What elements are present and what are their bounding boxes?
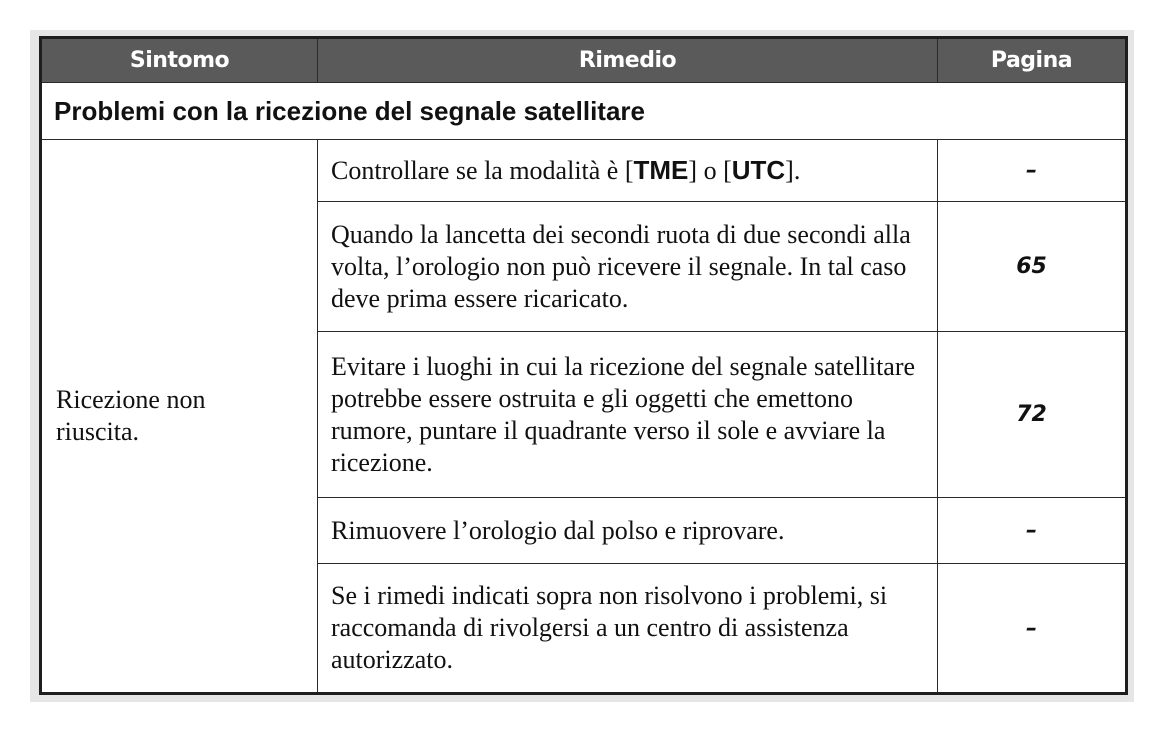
page-ref: – <box>938 498 1127 564</box>
header-page: Pagina <box>938 38 1127 83</box>
page-ref: 65 <box>938 202 1127 332</box>
remedy-text-mid: ] o [ <box>688 156 732 185</box>
mode-tme-label: TME <box>633 155 689 185</box>
remedy-cell <box>318 140 938 202</box>
remedy-cell: Evitare i luoghi in cui la ricezione del segnale satellitare potrebbe essere ostruita e gli oggetti che emettono rumore, puntare il quadrante verso il sole e avviare la ricezione. <box>318 332 938 498</box>
remedy-cell: Quando la lancetta dei secondi ruota di due secondi alla volta, l’orologio non può ricevere il segnale. In tal caso deve prima essere ricaricato. <box>318 202 938 332</box>
symptom-cell <box>41 140 318 694</box>
table-row <box>41 140 1127 202</box>
page-ref: – <box>938 140 1127 202</box>
page-ref: – <box>938 564 1127 694</box>
remedy-text: Controllare se la modalità è [ <box>331 156 634 185</box>
section-title: Problemi con la ricezione del segnale satellitare <box>41 83 1127 140</box>
header-row <box>41 38 1127 83</box>
troubleshooting-table <box>39 36 1128 695</box>
symptom-text: Ricezione non riuscita. <box>56 385 206 446</box>
page-ref: 72 <box>938 332 1127 498</box>
remedy-cell: Rimuovere l’orologio dal polso e riprovare. <box>318 498 938 564</box>
header-remedy: Rimedio <box>318 38 938 83</box>
mode-utc-label: UTC <box>731 155 786 185</box>
remedy-text-end: ]. <box>785 156 801 185</box>
remedy-cell: Se i rimedi indicati sopra non risolvono i problemi, si raccomanda di rivolgersi a un centro di assistenza autorizzato. <box>318 564 938 694</box>
section-row <box>41 83 1127 140</box>
header-symptom: Sintomo <box>41 38 318 83</box>
